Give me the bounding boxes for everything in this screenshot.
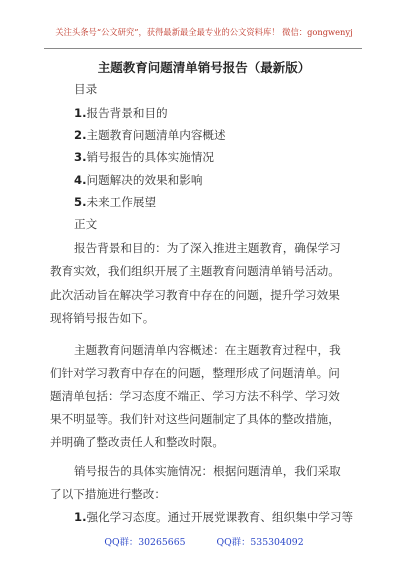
toc-item	[74, 130, 226, 142]
body-line: 现将销号报告如下。	[50, 311, 155, 325]
toc-item-text: 报告背景和目的	[86, 106, 168, 120]
body-line: 教育实效，我们组织开展了主题教育问题清单销号活动。	[50, 264, 340, 278]
toc-item	[74, 175, 202, 187]
body-line: 销号报告的具体实施情况：根据问题清单，我们采取	[74, 464, 341, 478]
toc-item-text: 销号报告的具体实施情况	[86, 150, 215, 164]
toc-item-number: 5.	[74, 195, 87, 209]
toc-item	[74, 152, 214, 164]
toc-item-text: 主题教育问题清单内容概述	[86, 128, 226, 142]
footer-qq-group-1: QQ群：30265665	[104, 537, 186, 548]
toc-item-text: 问题解决的效果和影响	[86, 173, 203, 187]
toc-item	[74, 197, 156, 209]
toc-item-number: 4.	[74, 173, 87, 187]
body-line: 此次活动旨在解决学习教育中存在的问题，提升学习效果	[50, 288, 340, 302]
body-line: 报告背景和目的：为了深入推进主题教育，确保学习	[74, 241, 341, 255]
body-line: 们针对学习教育中存在的问题，整理形成了问题清单。问	[50, 366, 340, 380]
toc-item-number: 1.	[74, 106, 87, 120]
body-line: 了以下措施进行整改：	[50, 487, 166, 501]
toc-item	[74, 108, 168, 120]
body-line: 题清单包括：学习态度不端正、学习方法不科学、学习效	[50, 389, 340, 403]
toc-item-number: 3.	[74, 150, 87, 164]
list-item-number: 1.	[74, 510, 87, 524]
toc-item-number: 2.	[74, 128, 87, 142]
body-line: 果不明显等。我们针对这些问题制定了具体的整改措施，	[50, 412, 340, 426]
document-title: 主题教育问题清单销号报告（最新版）	[97, 60, 311, 75]
footer-qq-group-2: QQ群：535304092	[216, 537, 304, 548]
body-heading: 正文	[74, 217, 98, 231]
list-item	[74, 512, 353, 524]
toc-heading: 目录	[74, 82, 98, 96]
body-line: 主题教育问题清单内容概述：在主题教育过程中，我	[74, 343, 341, 357]
header-divider	[44, 48, 362, 49]
footer-contact	[0, 534, 408, 548]
body-line: 并明确了整改责任人和整改时限。	[50, 435, 224, 449]
list-item-text: 强化学习态度。通过开展党课教育、组织集中学习等	[86, 510, 354, 524]
header-banner: 关注头条号“公文研究”，获得最新最全最专业的公文资料库！ 微信：gongwenyj	[55, 27, 353, 37]
toc-item-text: 未来工作展望	[86, 195, 157, 209]
